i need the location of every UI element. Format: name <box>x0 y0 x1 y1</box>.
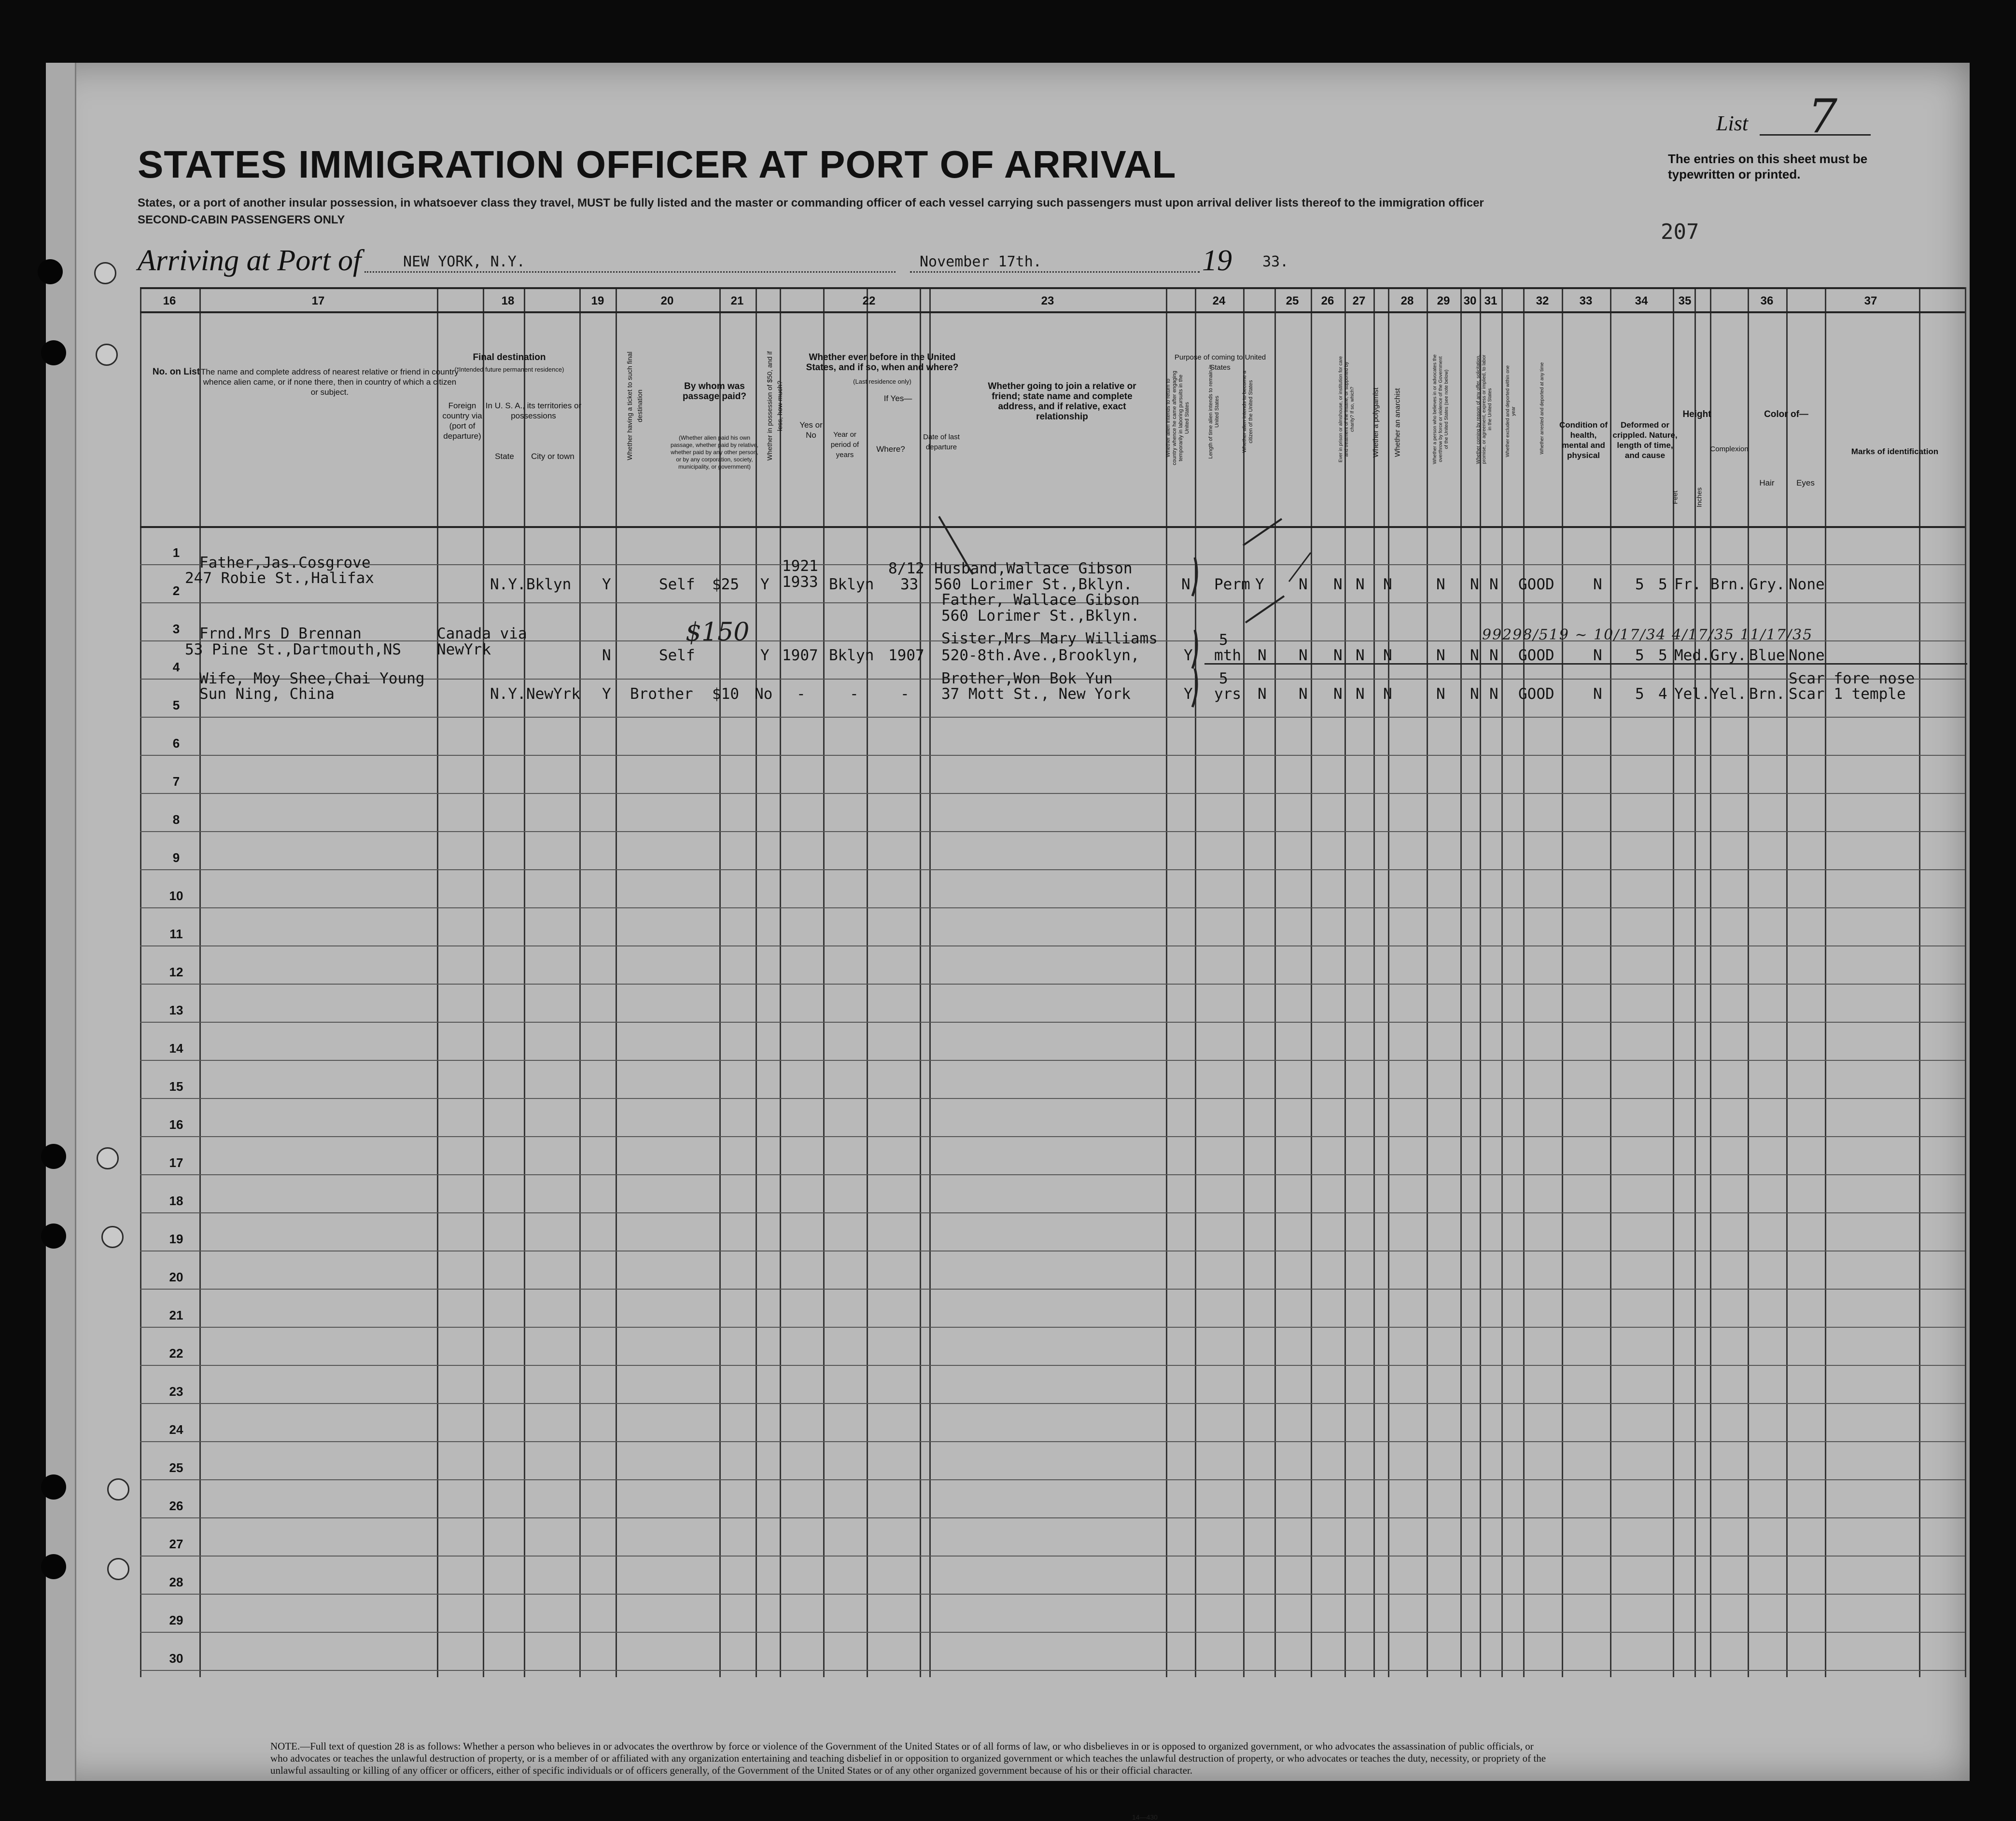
column-number: 32 <box>1536 294 1549 307</box>
row3-return: Y <box>1184 647 1193 664</box>
row3-relative-name: Frnd.Mrs D Brennan <box>199 625 362 642</box>
row1-marks: None <box>1789 576 1825 593</box>
row4-relative-address: Sun Ning, China <box>199 685 335 703</box>
column-number: 37 <box>1864 294 1877 307</box>
header-join-relative: Whether going to join a relative or friend; state name and complete address, and if relative, exact relationship <box>988 381 1136 422</box>
row3-q26: N <box>1333 647 1343 664</box>
row4-city: NewYrk <box>526 685 580 703</box>
binder-ring <box>107 1558 129 1580</box>
header-health: Condition of health, mental and physical <box>1559 420 1608 460</box>
row3-q31: N <box>1489 647 1498 664</box>
header-arrested: Whether arrested and deported at any time <box>1540 362 1545 455</box>
header-year: Year or period of years <box>830 431 859 459</box>
row4-length-unit: yrs <box>1214 685 1241 703</box>
row1-city: Bklyn <box>526 576 572 593</box>
row-number: 28 <box>169 1575 183 1589</box>
row1-relative-address: 247 Robie St.,Halifax <box>185 570 374 587</box>
row1-eyes: Gry. <box>1749 576 1785 593</box>
header-ticket: Whether having a ticket to such final destination <box>626 351 644 460</box>
row4-departure: - <box>900 685 910 703</box>
row-number: 16 <box>169 1117 183 1132</box>
row1-paid: Self <box>659 576 695 593</box>
row-number: 24 <box>169 1422 183 1437</box>
header-yes-no: Yes or No <box>799 420 823 440</box>
row-number: 8 <box>172 812 180 827</box>
year-suffix: 33. <box>1262 253 1289 270</box>
row4-before: No <box>755 685 773 703</box>
entries-note: The entries on this sheet must be typewritten or printed. <box>1668 152 1868 181</box>
row4-paid: Brother <box>630 685 693 703</box>
manifest-sheet <box>46 63 1970 1821</box>
row4-money: $10 <box>712 685 739 703</box>
binder-hole <box>38 259 63 284</box>
row-number: 14 <box>169 1041 183 1056</box>
row2-join-address: 560 Lorimer St.,Bklyn. <box>941 607 1140 625</box>
row-number: 3 <box>172 622 180 636</box>
header-feet: Feet <box>1671 490 1679 504</box>
row3-feet: 5 <box>1635 647 1644 664</box>
column-number: 35 <box>1678 294 1692 307</box>
row4-join-address: 37 Mott St., New York <box>941 685 1131 703</box>
row3-health: GOOD <box>1518 647 1554 664</box>
row1-health: GOOD <box>1518 576 1554 593</box>
row-number: 5 <box>172 698 180 712</box>
header-complexion: Complexion <box>1710 445 1749 453</box>
header-eyes: Eyes <box>1796 478 1815 487</box>
row1-q29: N <box>1436 576 1445 593</box>
row2-join-name: Father, Wallace Gibson <box>941 591 1140 609</box>
row-number: 17 <box>169 1155 183 1170</box>
binder-hole <box>41 1223 66 1249</box>
column-number: 16 <box>163 294 176 307</box>
list-label: List <box>1716 111 1749 135</box>
row3-ticket: N <box>602 647 611 664</box>
column-number: 31 <box>1484 294 1498 307</box>
header-intends-citizen: Whether alien intends to become a citizen of the United States <box>1242 371 1254 453</box>
row4-q29: N <box>1436 685 1445 703</box>
row1-inches: 5 <box>1658 576 1667 593</box>
row-number: 21 <box>169 1308 183 1322</box>
header-if-yes: If Yes— <box>883 394 912 403</box>
row3-eyes: Blue <box>1749 647 1785 664</box>
row3-length-unit: mth <box>1214 647 1241 664</box>
row1-departure2: 33 <box>900 576 919 593</box>
row1-before: Y <box>760 576 770 593</box>
column-number: 20 <box>660 294 674 307</box>
row4-marks-line1: Scar fore nose <box>1789 670 1915 687</box>
header-intends-return: Whether alien intends to return to country whence he came after engaging temporarily in laboring pursuits in the United States <box>1165 371 1190 465</box>
page-title: STATES IMMIGRATION OFFICER AT PORT OF ARRIVAL <box>138 143 1176 186</box>
column-number: 27 <box>1352 294 1366 307</box>
row4-deformed: N <box>1593 685 1602 703</box>
row3-q30: N <box>1470 647 1479 664</box>
binder-ring <box>107 1478 129 1501</box>
row3-deformed: N <box>1593 647 1602 664</box>
header-usa: In U. S. A., its territories or possessions <box>485 401 582 420</box>
row1-feet: 5 <box>1635 576 1644 593</box>
footnote: NOTE.—Full text of question 28 is as follows: Whether a person who believes in or advocates the overthrow by force or violence of the Government of the United States or of all forms of law, or who disbelieves in or is opposed to organized government, or who advocates the assassination of public officials, or who advocates or teaches the unlawful destruction of property, or is a member of or affiliated with any organization entertaining and teaching disbelief in or opposition to organized government or which teaches the unlawful destruction of property, or who advocates or teaches the duty, necessity, or propriety of the unlawful assaulting or killing of any officer or officers, either of specific individuals or of officers generally, of the Government of the United States or of any other organized government because of his or their official character. <box>270 1740 1546 1776</box>
row4-eyes: Brn. <box>1749 685 1785 703</box>
header-money: Whether in possession of $50, and if less, how much? <box>766 351 784 461</box>
row3-q28: N <box>1383 647 1392 664</box>
row-number: 2 <box>172 584 180 598</box>
year-prefix: 19 <box>1202 244 1232 277</box>
row4-ticket: Y <box>602 685 611 703</box>
handwritten-marks <box>46 63 1970 1781</box>
binder-ring <box>96 344 118 366</box>
header-final-destination: Final destination <box>473 352 546 362</box>
row4-year: - <box>797 685 806 703</box>
header-height: Height <box>1682 409 1711 419</box>
column-number: 26 <box>1321 294 1334 307</box>
page-number: 207 <box>1661 220 1699 244</box>
row1-relative-name: Father,Jas.Cosgrove <box>199 554 371 571</box>
row1-year2: 1933 <box>782 573 818 591</box>
row3-q29: N <box>1436 647 1445 664</box>
row-number: 15 <box>169 1079 183 1094</box>
row4-q31: N <box>1489 685 1498 703</box>
row1-q25: N <box>1299 576 1308 593</box>
row-number: 11 <box>169 927 183 941</box>
row1-hair: Brn. <box>1710 576 1747 593</box>
row1-return: N <box>1181 576 1190 593</box>
row4-relative-name: Wife, Moy Shee,Chai Young <box>199 670 425 687</box>
row1-q30: N <box>1470 576 1479 593</box>
row-number: 10 <box>169 889 183 903</box>
row4-hair: Yel. <box>1710 685 1747 703</box>
row4-q27: N <box>1356 685 1365 703</box>
row3-hair: Gry. <box>1710 647 1747 664</box>
header-prison: Ever in prison or almshouse, or institution for care and treatment of the insane, or supported by charity? If so, which? <box>1338 356 1355 463</box>
column-number: 29 <box>1437 294 1450 307</box>
row3-departure: 1907 <box>888 647 924 664</box>
row4-q25: N <box>1299 685 1308 703</box>
row3-before: Y <box>760 647 770 664</box>
header-deformed: Deformed or crippled. Nature, length of time, and cause <box>1612 420 1678 460</box>
header-before-note: (Last residence only) <box>853 378 911 385</box>
binder-ring <box>101 1226 124 1248</box>
header-passage-paid: By whom was passage paid? <box>683 381 746 402</box>
row3-paid: Self <box>659 647 695 664</box>
row-number: 19 <box>169 1232 183 1246</box>
header-hair: Hair <box>1759 478 1775 487</box>
column-number: 25 <box>1286 294 1299 307</box>
row4-state: N.Y. <box>490 685 526 703</box>
passenger-class: SECOND-CABIN PASSENGERS ONLY <box>138 213 345 226</box>
row4-inches: 4 <box>1658 685 1667 703</box>
column-number: 21 <box>730 294 744 307</box>
row1-q26: N <box>1333 576 1343 593</box>
header-last-departure: Date of last departure <box>923 433 960 451</box>
row4-q28: N <box>1383 685 1392 703</box>
row-number: 18 <box>169 1194 183 1208</box>
row1-state: N.Y. <box>490 576 526 593</box>
header-marks: Marks of identification <box>1851 447 1939 456</box>
column-number: 34 <box>1635 294 1648 307</box>
column-number: 30 <box>1463 294 1477 307</box>
header-length-of-stay: Length of time alien intends to remain in United States <box>1208 364 1220 459</box>
row4-length-number: 5 <box>1219 670 1228 687</box>
row-number: 4 <box>172 660 180 674</box>
binder-ring <box>94 262 116 284</box>
list-number: 7 <box>1808 89 1838 143</box>
column-number: 28 <box>1400 294 1414 307</box>
row3-citizen: N <box>1258 647 1267 664</box>
row1-length: Perm <box>1214 576 1250 593</box>
header-before-in-us: Whether ever before in the United States, and if so, when and where? <box>806 352 959 373</box>
header-purpose: Purpose of coming to United States <box>1174 353 1266 372</box>
column-number: 19 <box>591 294 604 307</box>
row1-ticket: Y <box>602 576 611 593</box>
row3-year: 1907 <box>782 647 818 664</box>
row-number: 25 <box>169 1460 183 1475</box>
row-number: 23 <box>169 1384 183 1399</box>
column-number: 36 <box>1760 294 1774 307</box>
row3-relative-address: 53 Pine St.,Dartmouth,NS <box>185 641 401 658</box>
row1-year1: 1921 <box>782 557 818 575</box>
row-number: 30 <box>169 1651 183 1666</box>
row3-foreign-country: Canada via <box>437 625 527 642</box>
binder-hole <box>41 1144 66 1169</box>
row4-health: GOOD <box>1518 685 1554 703</box>
row1-q28: N <box>1383 576 1392 593</box>
row-number: 1 <box>172 545 180 560</box>
column-number: 18 <box>501 294 515 307</box>
column-number: 23 <box>1041 294 1054 307</box>
arrival-date: November 17th. <box>920 253 1042 270</box>
header-labor-offer: Whether coming by reason of any offer, solicitation, promise, or agreement, express or implied, to labor in the United States <box>1476 354 1493 464</box>
row3-join-address: 520-8th.Ave.,Brooklyn, <box>941 647 1140 664</box>
row3-join-name: Sister,Mrs Mary Williams <box>941 630 1158 647</box>
binder-hole <box>41 340 66 365</box>
header-relative-address: The name and complete address of nearest relative or friend in country whence alien came, or if none there, then in country of which a citizen or subject. <box>201 367 459 397</box>
header-city: City or town <box>531 452 574 461</box>
row3-marks: None <box>1789 647 1825 664</box>
row3-q27: N <box>1356 647 1365 664</box>
row1-departure1: 8/12 <box>888 560 924 577</box>
row-number: 7 <box>172 774 180 789</box>
form-number: 14—430 <box>1132 1813 1158 1821</box>
page-subtitle: States, or a port of another insular possession, in whatsoever class they travel, MUST be fully listed and the master or commanding officer of each vessel carrying such passengers must upon arrival deliver lists thereof to the immigration officer <box>138 196 1484 209</box>
header-overthrow: Whether a person who believes in or advocates the overthrow by force or violence of the Government of the United States (see note below) <box>1432 354 1449 464</box>
header-final-destination-note: (*Intended future permanent residence) <box>454 366 564 373</box>
header-excluded: Whether excluded and deported within one year <box>1505 365 1516 458</box>
row1-join-name: Husband,Wallace Gibson <box>934 560 1133 577</box>
binder-hole <box>41 1554 66 1579</box>
row-number: 6 <box>172 736 180 751</box>
column-number: 22 <box>862 294 876 307</box>
header-foreign-country: Foreign country via (port of departure) <box>442 401 482 441</box>
row1-where: Bklyn <box>829 576 874 593</box>
row4-q26: N <box>1333 685 1343 703</box>
row3-foreign-port: NewYrk <box>437 641 491 658</box>
row-number: 27 <box>169 1537 183 1551</box>
binder-hole <box>41 1474 66 1500</box>
row4-citizen: N <box>1258 685 1267 703</box>
row-number: 20 <box>169 1270 183 1284</box>
row4-join-name: Brother,Won Bok Yun <box>941 670 1113 687</box>
row1-citizen: Y <box>1255 576 1264 593</box>
port-of-arrival: NEW YORK, N.Y. <box>403 253 525 270</box>
row3-q25: N <box>1299 647 1308 664</box>
row1-deformed: N <box>1593 576 1602 593</box>
row1-q31: N <box>1489 576 1498 593</box>
row-number: 12 <box>169 965 183 979</box>
header-polygamist: Whether a polygamist <box>1372 387 1380 458</box>
row-number: 29 <box>169 1613 183 1627</box>
row4-q30: N <box>1470 685 1479 703</box>
row3-length-number: 5 <box>1219 631 1228 649</box>
header-no-on-list: No. on List <box>152 367 200 377</box>
header-passage-note: (Whether alien paid his own passage, whether paid by relative, whether paid by any other person, or by any corporation, society, municipality, or government) <box>670 434 759 470</box>
row4-complexion: Yel. <box>1674 685 1710 703</box>
row3-inches: 5 <box>1658 647 1667 664</box>
row3-where: Bklyn <box>829 647 874 664</box>
binder-ring <box>97 1147 119 1169</box>
row4-feet: 5 <box>1635 685 1644 703</box>
row-number: 22 <box>169 1346 183 1361</box>
row4-marks-line2: Scar 1 temple <box>1789 685 1906 703</box>
header-state: State <box>495 452 514 461</box>
row1-join-address: 560 Lorimer St.,Bklyn. <box>934 576 1133 593</box>
row3-money-handwritten: $150 <box>686 618 750 647</box>
row-number: 26 <box>169 1499 183 1513</box>
arriving-label: Arriving at Port of <box>138 244 362 277</box>
row3-complexion: Med. <box>1674 647 1710 664</box>
row3-annotation-handwritten: 99298/519 ~ 10/17/34 4/17/35 11/17/35 <box>1482 626 1813 643</box>
row4-where: - <box>850 685 859 703</box>
row4-return: Y <box>1184 685 1193 703</box>
row1-money: $25 <box>712 576 739 593</box>
header-inches: Inches <box>1695 487 1703 508</box>
column-number: 24 <box>1212 294 1226 307</box>
header-anarchist: Whether an anarchist <box>1393 388 1402 457</box>
column-number: 17 <box>311 294 325 307</box>
row-number: 13 <box>169 1003 183 1017</box>
header-where: Where? <box>876 445 905 454</box>
row1-complexion: Fr. <box>1674 576 1701 593</box>
row-number: 9 <box>172 850 180 865</box>
header-color: Color of— <box>1764 409 1808 419</box>
row1-q27: N <box>1356 576 1365 593</box>
column-number: 33 <box>1579 294 1593 307</box>
